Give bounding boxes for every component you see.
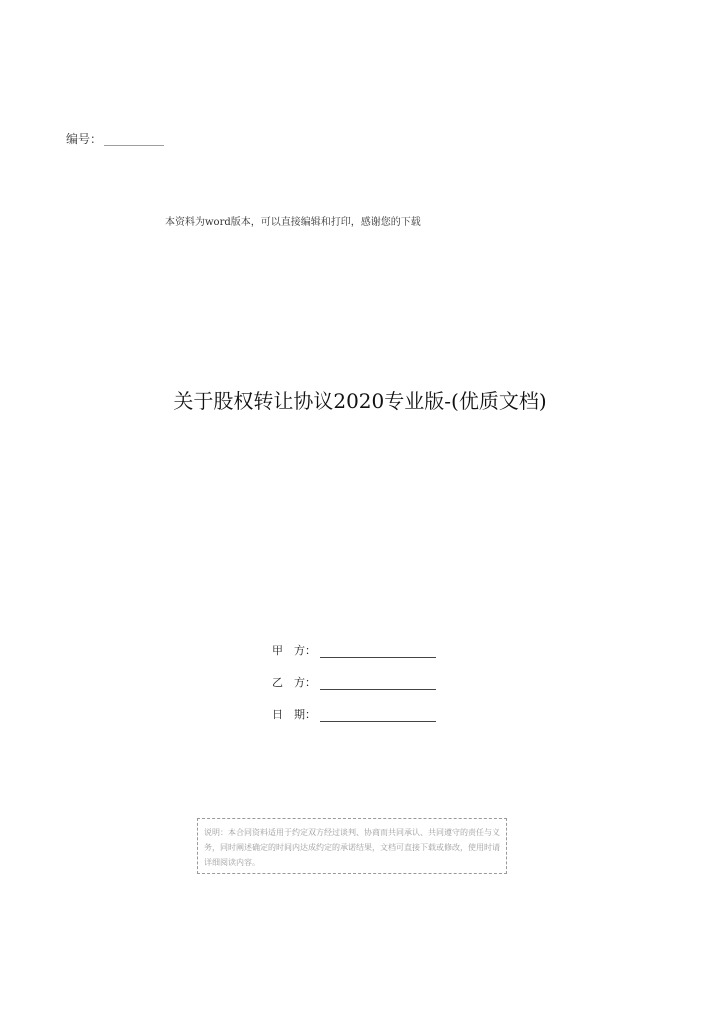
signature-label-suffix: 方： bbox=[294, 644, 316, 657]
document-title: 关于股权转让协议2020专业版-(优质文档) bbox=[173, 389, 547, 413]
signature-label-char: 甲 bbox=[272, 644, 283, 657]
signature-label-suffix: 期： bbox=[294, 708, 316, 721]
signature-row-date bbox=[272, 690, 472, 722]
signature-label bbox=[272, 674, 318, 690]
document-number-label: 编号： bbox=[66, 132, 103, 146]
signature-row-party-b bbox=[272, 658, 472, 690]
signature-label bbox=[272, 642, 318, 658]
document-number bbox=[66, 130, 164, 147]
signature-label-char: 乙 bbox=[272, 676, 283, 689]
signature-block bbox=[272, 626, 472, 722]
explanation-note: 说明：本合同资料适用于约定双方经过谈判、协商而共同承认、共同遵守的责任与义务，同时阐述确定的时间内达成约定的承诺结果，文档可直接下载或修改，使用时请详细阅读内容。 bbox=[197, 818, 507, 874]
document-number-blank: __________ bbox=[104, 132, 165, 146]
signature-line bbox=[320, 645, 436, 658]
download-notice: 本资料为word版本，可以直接编辑和打印，感谢您的下载 bbox=[165, 217, 421, 228]
signature-label bbox=[272, 706, 318, 722]
signature-label-suffix: 方： bbox=[294, 676, 316, 689]
signature-line bbox=[320, 677, 436, 690]
signature-label-char: 日 bbox=[272, 708, 283, 721]
signature-row-party-a bbox=[272, 626, 472, 658]
signature-line bbox=[320, 709, 436, 722]
